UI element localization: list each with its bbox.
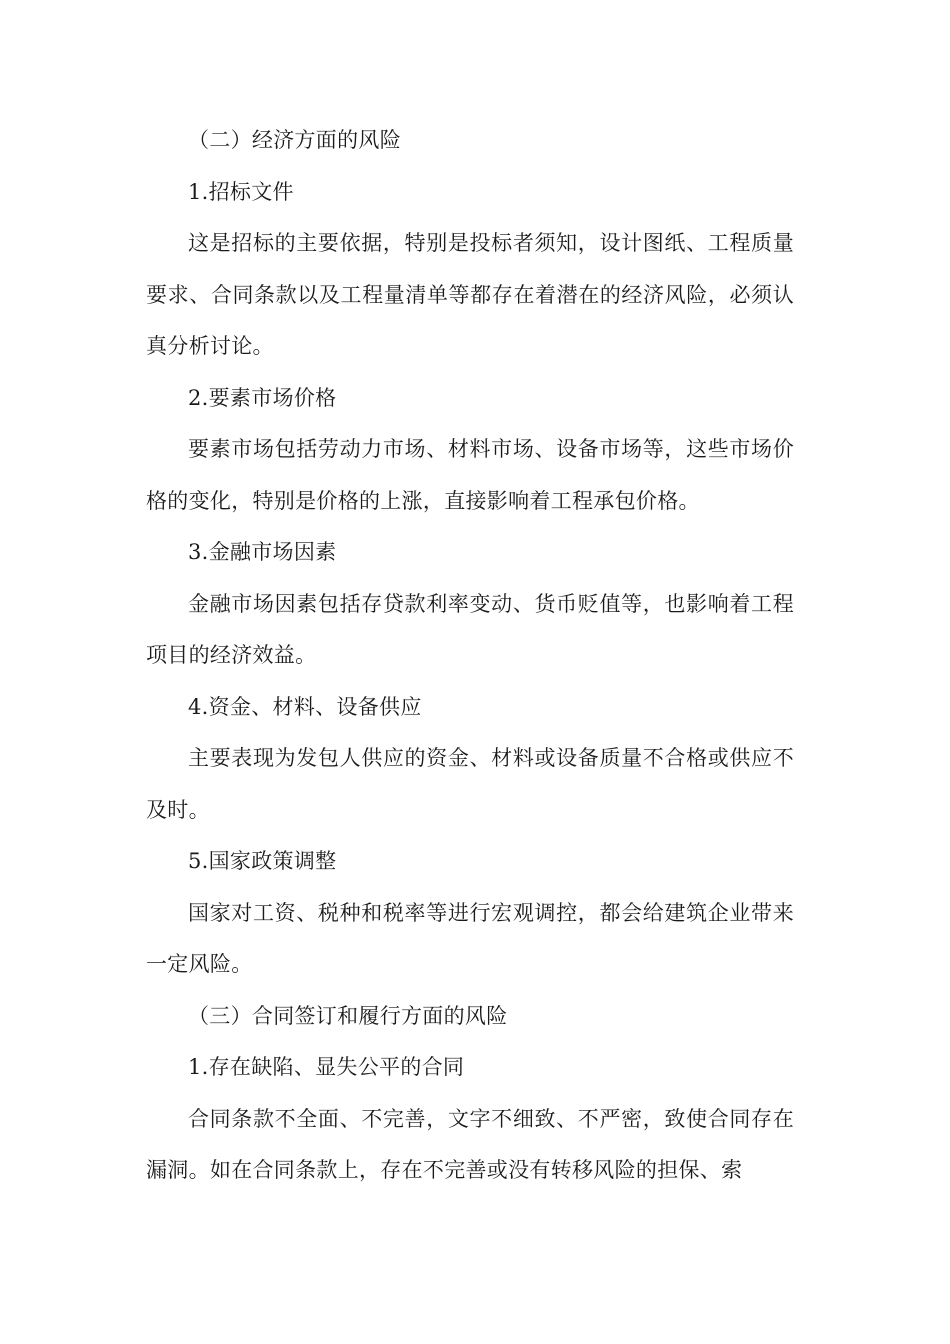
item-heading-defective-contract: 1.存在缺陷、显失公平的合同: [188, 1055, 465, 1079]
body-paragraph-defective-contract: 合同条款不全面、不完善，文字不细致、不严密，致使合同存在漏洞。如在合同条款上，存在不完善或没有转移风险的担保、索: [146, 1106, 794, 1182]
body-paragraph-financial-market: 金融市场因素包括存贷款利率变动、货币贬值等，也影响着工程项目的经济效益。: [146, 591, 794, 667]
body-paragraph-supply: 主要表现为发包人供应的资金、材料或设备质量不合格或供应不及时。: [146, 746, 794, 822]
section-heading-contract-risk: （三）合同签订和履行方面的风险: [188, 1003, 508, 1028]
item-heading-supply: 4.资金、材料、设备供应: [188, 694, 422, 719]
item-heading-financial-market: 3.金融市场因素: [188, 540, 337, 564]
section-heading-economic-risk: （二）经济方面的风险: [188, 128, 401, 152]
body-paragraph-policy-adjustment: 国家对工资、税种和税率等进行宏观调控，都会给建筑企业带来一定风险。: [146, 900, 794, 976]
body-paragraph-tender-documents: 这是招标的主要依据，特别是投标者须知，设计图纸、工程质量要求、合同条款以及工程量清单等都存在着潜在的经济风险，必须认真分析讨论。: [146, 231, 794, 358]
item-heading-factor-market-price: 2.要素市场价格: [188, 385, 337, 410]
document-page: [146, 115, 794, 1197]
item-heading-policy-adjustment: 5.国家政策调整: [188, 849, 337, 873]
body-paragraph-factor-market-price: 要素市场包括劳动力市场、材料市场、设备市场等，这些市场价格的变化，特别是价格的上涨，直接影响着工程承包价格。: [146, 437, 794, 513]
item-heading-tender-documents: 1.招标文件: [188, 179, 294, 204]
